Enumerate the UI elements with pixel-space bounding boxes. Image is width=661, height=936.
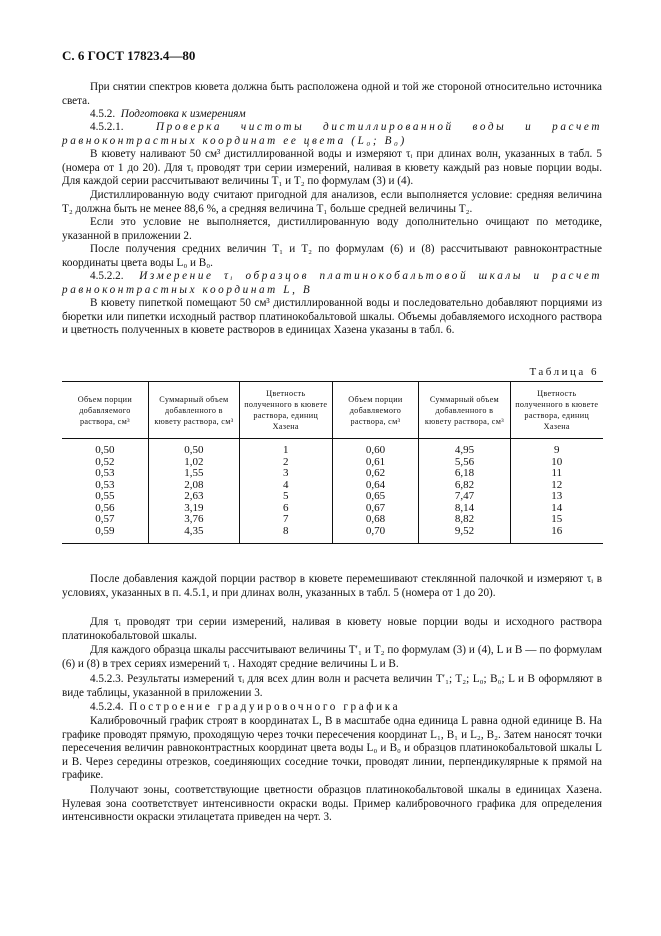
paragraph-zones: Получают зоны, соответствующие цветности образцов платинокобальтовой шкалы в единицах Хазена. Нулевая зона соответствует интенсивности окраски воды. Пример калибровочного графика для определения интенсивности окраски этилацетата приведен на черт. 3.	[62, 784, 602, 823]
paragraph-water-cleaning: Если это условие не выполняется, дистиллированную воду дополнительно очищают по методике, указанной в приложении 2.	[62, 216, 602, 242]
table-cell: 11	[510, 468, 603, 480]
column-header: Цветность полученного в кювете раствора, единиц Хазена	[240, 382, 333, 439]
table-row	[62, 457, 603, 469]
table-cell: 0,52	[95, 455, 115, 468]
table-cell: 5,56	[419, 457, 510, 469]
table-cell: 8,14	[419, 503, 510, 515]
table-cell: 0,50	[95, 444, 115, 456]
paragraph-stirring: После добавления каждой порции раствор в кювете перемешивают стеклянной палочкой и измеряют τᵢ в условиях, указанных в п. 4.5.1, и при длинах волн, указанных в табл. 5 (номера от 1 до 20).	[62, 573, 602, 599]
section-title: Измерение τᵢ образцов платинокобальтовой шкалы и расчет равноконтрастных координат L, B	[62, 270, 602, 296]
table-cell: 4,95	[419, 439, 510, 457]
table-cell: 6,18	[419, 468, 510, 480]
table-6	[62, 381, 603, 544]
paragraph-4-5-2-3: 4.5.2.3. Результаты измерений τᵢ для всех длин волн и расчета величин T′₁; T₂; L₀; B₀; L и B оформляют в виде таблицы, указанной в приложении 3.	[62, 673, 602, 699]
section-4-5-2-1	[62, 121, 602, 148]
column-header: Объем порции добавляемого раствора, см³	[332, 382, 419, 439]
table-row	[62, 514, 603, 526]
paragraph-calibration-graph: Калибровочный график строят в координатах L, B в масштабе одна единица L равна одной единице B. На графике проводят прямую, проходящую через точки пересечения координат L₁, B₁ и L₂, B₂. Затем наносят точки пересечения величин равноконтрастных координат цвета воды L₀ и B₀ и образцов платинокобальтовой шкалы L и B. Через середины отрезков, соединяющих соседние точки, проводят линии, перпендикулярные к прямой на графике.	[62, 715, 602, 781]
table-cell: 0,57	[95, 513, 115, 525]
section-number: 4.5.2.1.	[90, 121, 124, 133]
table-cell: 0,68	[332, 514, 419, 526]
paragraph-series: Для τᵢ проводят три серии измерений, наливая в кювету новые порции воды и исходного раствора платинокобальтовой шкалы.	[62, 616, 602, 642]
table-cell: 0,61	[332, 457, 419, 469]
table-cell: 0,64	[332, 480, 419, 492]
table-cell: 8,82	[419, 514, 510, 526]
table-cell: 0,53	[95, 478, 115, 491]
table-cell: 2,63	[148, 491, 239, 503]
paragraph-light-source: При снятии спектров кювета должна быть расположена одной и той же стороной относительно источника света.	[62, 81, 602, 107]
page-header: С. 6 ГОСТ 17823.4—80	[62, 48, 196, 63]
table-cell: 7	[240, 514, 333, 526]
table-cell: 3,19	[148, 503, 239, 515]
table-cell: 0,59	[62, 526, 148, 544]
section-number: 4.5.2.4.	[90, 701, 124, 713]
table-cell: 0,62	[332, 468, 419, 480]
table-cell: 1,02	[148, 457, 239, 469]
table-cell: 6,82	[419, 480, 510, 492]
section-4-5-2-4	[62, 701, 602, 715]
section-title: Построение градуировочного графика	[129, 701, 401, 713]
table-cell: 4,35	[148, 526, 239, 544]
table-row	[62, 480, 603, 492]
paragraph-cuvette: В кювету пипеткой помещают 50 см³ дистиллированной воды и последовательно добавляют порциями из бюретки или пипетки исходный раствор платинокобальтовой шкалы. Объемы добавляемого исходного раствора и цветность полученных в кювете растворов в единицах Хазена указаны в табл. 6.	[62, 297, 602, 336]
section-4-5-2-2	[62, 270, 602, 297]
table-cell: 0,65	[332, 491, 419, 503]
table-cell: 1,55	[148, 468, 239, 480]
paragraph-water-condition: Дистиллированную воду считают пригодной для анализов, если выполняется условие: средняя величина T₂ должна быть не менее 88,6 %, а средняя величина T₁ больше средней величины T₂.	[62, 189, 602, 215]
table-header-row	[62, 382, 603, 439]
table-cell: 2,08	[148, 480, 239, 492]
table-cell: 0,53	[95, 467, 115, 479]
table-cell: 0,60	[332, 439, 419, 457]
table-cell: 0,56	[95, 501, 115, 514]
column-header: Суммарный объем добавленного в кювету раствора, см³	[419, 382, 510, 439]
table-row	[62, 503, 603, 515]
table-cell: 0,70	[332, 526, 419, 544]
table-cell: 15	[510, 514, 603, 526]
table-row	[62, 468, 603, 480]
table-cell: 0,67	[332, 503, 419, 515]
section-4-5-2	[62, 108, 602, 122]
table-caption: Таблица 6	[529, 366, 599, 378]
table-cell: 3	[240, 468, 333, 480]
paragraph-coordinates: После получения средних величин T₁ и T₂ по формулам (6) и (8) рассчитывают равноконтрастные координаты цвета воды L₀ и B₀.	[62, 243, 602, 269]
paragraph-calculation: Для каждого образца шкалы рассчитывают величины T′₁ и T₂ по формулам (3) и (4), L и B — по формулам (6) и (8) в трех сериях измерений τᵢ . Находят средние величины L и B.	[62, 644, 602, 670]
table-cell: 1	[240, 439, 333, 457]
table-cell: 3,76	[148, 514, 239, 526]
table-cell: 0,55	[95, 490, 115, 502]
table-cell: 9,52	[419, 526, 510, 544]
column-header: Объем порции добавляемого раствора, см³	[62, 382, 148, 439]
column-header: Суммарный объем добавленного в кювету раствора, см³	[148, 382, 239, 439]
table-row	[62, 491, 603, 503]
table-cell: 5	[240, 491, 333, 503]
table-cell: 4	[240, 480, 333, 492]
section-title: Проверка чистоты дистиллированной воды и расчет равноконтрастных координат ее цвета (L₀; B₀)	[62, 121, 602, 147]
column-header: Цветность полученного в кювете раствора, единиц Хазена	[510, 382, 603, 439]
table-cell: 9	[510, 439, 603, 457]
table-cell: 7,47	[419, 491, 510, 503]
section-number: 4.5.2.	[90, 108, 116, 120]
paragraph-water-measure: В кювету наливают 50 см³ дистиллированной воды и измеряют τᵢ при длинах волн, указанных в табл. 5 (номера от 1 до 20). Для τᵢ проводят три серии измерений, наливая в кювету каждый раз новые порции воды. Для каждой серии рассчитывают величины T₁ и T₂ по формулам (3) и (4).	[62, 148, 602, 187]
section-title: Подготовка к измерениям	[120, 108, 246, 120]
table-cell: 16	[510, 526, 603, 544]
table-cell: 14	[510, 503, 603, 515]
table-cell: 0,50	[148, 439, 239, 457]
table-cell: 13	[510, 491, 603, 503]
section-number: 4.5.2.2.	[90, 270, 124, 282]
table-cell: 8	[240, 526, 333, 544]
table-cell: 2	[240, 457, 333, 469]
table-row	[62, 526, 603, 544]
table-row	[62, 439, 603, 457]
table-cell: 12	[510, 480, 603, 492]
table-cell: 6	[240, 503, 333, 515]
table-cell: 10	[510, 457, 603, 469]
